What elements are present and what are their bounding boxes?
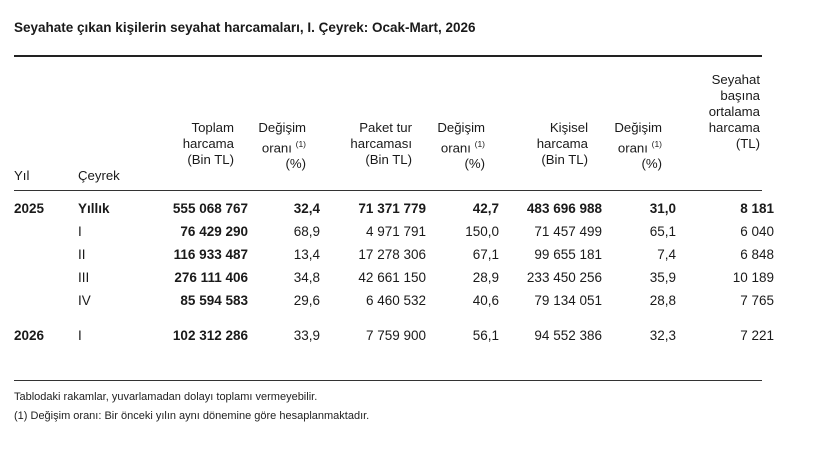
cell-change-2: 40,6 — [472, 293, 499, 308]
header-package: Paket tur harcaması (Bin TL) — [350, 120, 412, 167]
cell-total: 555 068 767 — [172, 201, 248, 216]
cell-year — [14, 266, 78, 289]
cell-personal: 233 450 256 — [526, 270, 602, 285]
cell-personal: 483 696 988 — [526, 201, 602, 216]
cell-average: 8 181 — [740, 201, 774, 216]
cell-change-3: 35,9 — [649, 270, 676, 285]
cell-quarter: III — [78, 270, 90, 285]
cell-change-3: 32,3 — [649, 328, 676, 343]
cell-change-2: 67,1 — [472, 247, 499, 262]
cell-total: 76 429 290 — [180, 224, 248, 239]
cell-change-1: 34,8 — [293, 270, 320, 285]
cell-change-1: 33,9 — [293, 328, 320, 343]
cell-personal: 71 457 499 — [534, 224, 602, 239]
cell-total: 116 933 487 — [173, 247, 248, 262]
top-rule — [14, 55, 762, 57]
cell-change-3: 65,1 — [649, 224, 676, 239]
cell-total: 276 111 406 — [174, 270, 248, 285]
cell-change-2: 56,1 — [472, 328, 499, 343]
header-quarter: Çeyrek — [78, 168, 120, 183]
cell-change-2: 28,9 — [472, 270, 499, 285]
cell-quarter: IV — [78, 293, 91, 308]
header-change-2: Değişim oranı $^{(1)}$ (%) — [437, 120, 485, 172]
footnote-marker: (1) — [474, 139, 485, 149]
table-row — [14, 266, 774, 289]
header-personal: Kişisel harcama (Bin TL) — [536, 120, 588, 167]
cell-change-1: 13,4 — [293, 247, 320, 262]
cell-personal: 79 134 051 — [534, 293, 602, 308]
table-row — [14, 197, 774, 220]
cell-change-3: 7,4 — [657, 247, 676, 262]
cell-change-2: 150,0 — [465, 224, 499, 239]
cell-total: 85 594 583 — [180, 293, 248, 308]
table-row — [14, 289, 774, 312]
table-row — [14, 220, 774, 243]
cell-year: 2026 — [14, 328, 45, 343]
cell-change-1: 32,4 — [293, 201, 320, 216]
header-change-3: Değişim oranı $^{(1)}$ (%) — [614, 120, 662, 172]
header-year: Yıl — [14, 168, 30, 183]
cell-average: 6 040 — [740, 224, 774, 239]
header-average: Seyahat başına ortalama harcama (TL) — [708, 72, 760, 151]
header-rule — [14, 190, 762, 191]
table-row — [14, 243, 774, 266]
cell-change-1: 68,9 — [293, 224, 320, 239]
footnote-rounding: Tablodaki rakamlar, yuvarlamadan dolayı toplamı vermeyebilir. — [14, 391, 318, 403]
cell-change-1: 29,6 — [293, 293, 320, 308]
cell-quarter: I — [78, 224, 82, 239]
bottom-rule — [14, 380, 762, 381]
cell-quarter: I — [78, 328, 82, 343]
cell-average: 7 765 — [740, 293, 774, 308]
cell-personal: 99 655 181 — [534, 247, 602, 262]
table-row — [14, 324, 774, 347]
cell-change-3: 31,0 — [649, 201, 676, 216]
cell-package: 42 661 150 — [358, 270, 426, 285]
cell-change-2: 42,7 — [472, 201, 499, 216]
footnote-marker: (1) — [295, 139, 306, 149]
data-table — [14, 197, 774, 347]
cell-average: 7 221 — [740, 328, 774, 343]
cell-total: 102 312 286 — [172, 328, 248, 343]
cell-year — [14, 289, 78, 312]
cell-package: 17 278 306 — [358, 247, 426, 262]
cell-package: 6 460 532 — [365, 293, 426, 308]
header-change-1: Değişim oranı $^{(1)}$ (%) — [258, 120, 306, 172]
header-total: Toplam harcama (Bin TL) — [182, 120, 234, 167]
footnote-marker: (1) — [651, 139, 662, 149]
cell-change-3: 28,8 — [649, 293, 676, 308]
row-separator — [14, 312, 774, 324]
footnotes — [14, 388, 369, 426]
cell-year: 2025 — [14, 201, 45, 216]
cell-package: 4 971 791 — [365, 224, 426, 239]
cell-year — [14, 243, 78, 266]
cell-year — [14, 220, 78, 243]
cell-quarter: II — [78, 247, 86, 262]
footnote-change-definition: (1) Değişim oranı: Bir önceki yılın aynı dönemine göre hesaplanmaktadır. — [14, 410, 370, 422]
cell-average: 10 189 — [732, 270, 774, 285]
cell-package: 7 759 900 — [365, 328, 426, 343]
table-title: Seyahate çıkan kişilerin seyahat harcamaları, I. Çeyrek: Ocak-Mart, 2026 — [14, 20, 476, 35]
cell-average: 6 848 — [740, 247, 774, 262]
cell-package: 71 371 779 — [358, 201, 426, 216]
cell-personal: 94 552 386 — [534, 328, 602, 343]
cell-quarter: Yıllık — [78, 201, 110, 216]
